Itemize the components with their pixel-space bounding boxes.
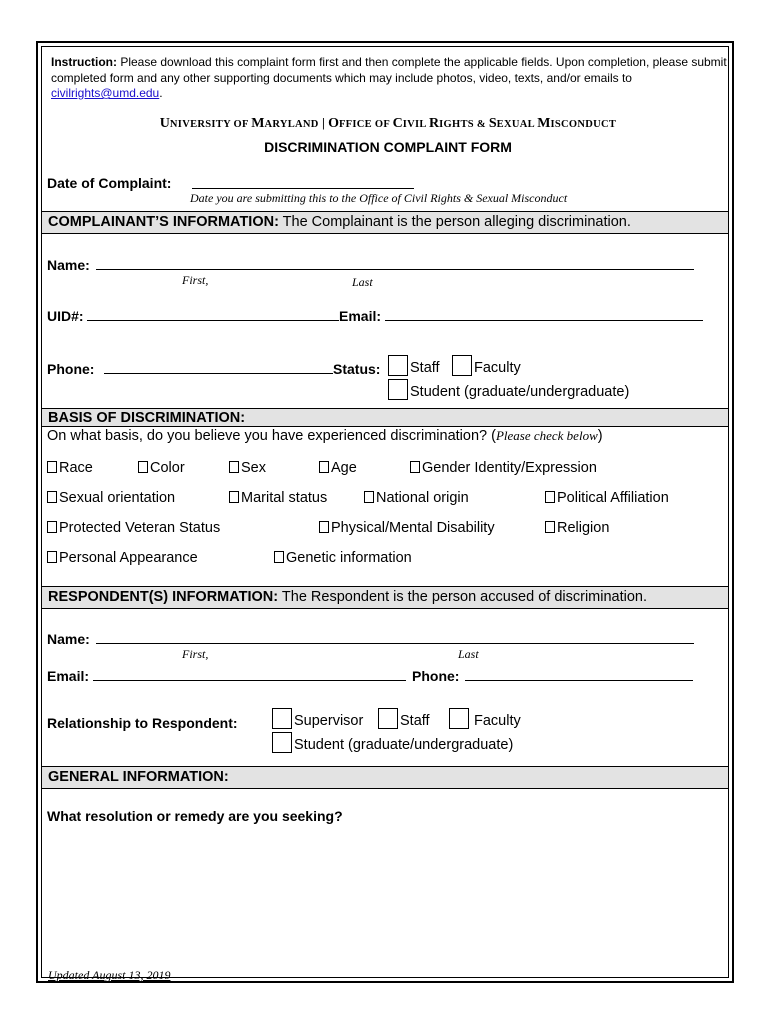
relationship-student-checkbox[interactable] bbox=[272, 732, 292, 753]
relationship-faculty-checkbox[interactable] bbox=[449, 708, 469, 729]
basis-religion-option[interactable]: Religion bbox=[545, 520, 609, 536]
respondent-email-field[interactable] bbox=[93, 680, 406, 681]
basis-question: On what basis, do you believe you have experienced discrimination? (Please check below) bbox=[47, 428, 603, 444]
date-of-complaint-label: Date of Complaint: bbox=[47, 175, 172, 191]
political-affiliation-checkbox[interactable] bbox=[545, 491, 555, 503]
age-checkbox[interactable] bbox=[319, 461, 329, 473]
resolution-question: What resolution or remedy are you seeking? bbox=[47, 808, 343, 824]
basis-genetic-information-option[interactable]: Genetic information bbox=[274, 550, 412, 566]
relationship-faculty-label: Faculty bbox=[474, 713, 521, 729]
basis-disability-option[interactable]: Physical/Mental Disability bbox=[319, 520, 495, 536]
religion-checkbox[interactable] bbox=[545, 521, 555, 533]
basis-political-affiliation-option[interactable]: Political Affiliation bbox=[545, 490, 669, 506]
uid-label: UID#: bbox=[47, 308, 84, 324]
complainant-name-field[interactable] bbox=[96, 269, 694, 270]
genetic-information-checkbox[interactable] bbox=[274, 551, 284, 563]
respondent-heading-desc: The Respondent is the person accused of discrimination. bbox=[278, 589, 648, 605]
uid-field[interactable] bbox=[87, 320, 339, 321]
university-office-header: UNIVERSITY OF MARYLAND | OFFICE OF CIVIL RIGHTS & SEXUAL MISCONDUCT bbox=[159, 115, 617, 131]
basis-protected-veteran-option[interactable]: Protected Veteran Status bbox=[47, 520, 220, 536]
race-checkbox[interactable] bbox=[47, 461, 57, 473]
general-heading: GENERAL INFORMATION: bbox=[48, 769, 229, 785]
basis-question-note: Please check below bbox=[495, 428, 598, 443]
relationship-student-label: Student (graduate/undergraduate) bbox=[294, 737, 514, 753]
basis-color-option[interactable]: Color bbox=[138, 460, 185, 476]
instruction-text bbox=[51, 55, 731, 102]
complainant-first-note: First, bbox=[182, 273, 209, 287]
relationship-supervisor-label: Supervisor bbox=[294, 713, 364, 729]
complainant-section-header bbox=[42, 211, 728, 234]
complainant-phone-label: Phone: bbox=[47, 361, 95, 377]
relationship-supervisor-checkbox[interactable] bbox=[272, 708, 292, 729]
instruction-label: Instruction: bbox=[51, 55, 117, 69]
sex-checkbox[interactable] bbox=[229, 461, 239, 473]
relationship-label: Relationship to Respondent: bbox=[47, 715, 238, 731]
respondent-name-label: Name: bbox=[47, 631, 90, 647]
basis-age-option[interactable]: Age bbox=[319, 460, 357, 476]
form-title: DISCRIMINATION COMPLAINT FORM bbox=[264, 139, 512, 155]
marital-status-checkbox[interactable] bbox=[229, 491, 239, 503]
complainant-email-field[interactable] bbox=[385, 320, 703, 321]
complainant-last-note: Last bbox=[352, 275, 373, 289]
complainant-email-label: Email: bbox=[339, 308, 382, 324]
sexual-orientation-checkbox[interactable] bbox=[47, 491, 57, 503]
status-faculty-label: Faculty bbox=[474, 360, 521, 376]
instruction-end: . bbox=[159, 86, 163, 100]
general-section-header bbox=[42, 766, 728, 789]
gender-identity-checkbox[interactable] bbox=[410, 461, 420, 473]
date-of-complaint-note: Date you are submitting this to the Office of Civil Rights & Sexual Misconduct bbox=[190, 191, 568, 205]
disability-checkbox[interactable] bbox=[319, 521, 329, 533]
form-page bbox=[36, 41, 734, 983]
complainant-heading-desc: The Complainant is the person alleging discrimination. bbox=[278, 214, 631, 230]
respondent-section-header bbox=[42, 586, 728, 609]
respondent-first-note: First, bbox=[182, 647, 209, 661]
respondent-phone-label: Phone: bbox=[412, 668, 460, 684]
basis-sexual-orientation-option[interactable]: Sexual orientation bbox=[47, 490, 175, 506]
basis-race-option[interactable]: Race bbox=[47, 460, 93, 476]
basis-marital-status-option[interactable]: Marital status bbox=[229, 490, 327, 506]
relationship-staff-checkbox[interactable] bbox=[378, 708, 398, 729]
protected-veteran-checkbox[interactable] bbox=[47, 521, 57, 533]
basis-gender-identity-option[interactable]: Gender Identity/Expression bbox=[410, 460, 597, 476]
complainant-phone-field[interactable] bbox=[104, 373, 333, 374]
complainant-heading: COMPLAINANT’S INFORMATION: bbox=[48, 214, 279, 230]
basis-sex-option[interactable]: Sex bbox=[229, 460, 266, 476]
civilrights-email-link[interactable]: civilrights@umd.edu bbox=[51, 86, 160, 100]
instruction-body: Please download this complaint form first and then complete the applicable fields. Upon completion, please submit completed form and any other supporting documents which may include photos, video, texts, and/or emails to bbox=[51, 55, 727, 85]
respondent-email-label: Email: bbox=[47, 668, 90, 684]
relationship-staff-label: Staff bbox=[400, 713, 430, 729]
date-of-complaint-field[interactable] bbox=[192, 188, 414, 189]
basis-section-header bbox=[42, 408, 728, 427]
status-student-checkbox[interactable] bbox=[388, 379, 408, 400]
color-checkbox[interactable] bbox=[138, 461, 148, 473]
basis-national-origin-option[interactable]: National origin bbox=[364, 490, 469, 506]
complainant-name-label: Name: bbox=[47, 257, 90, 273]
form-inner-border bbox=[41, 46, 729, 982]
status-student-label: Student (graduate/undergraduate) bbox=[410, 384, 630, 400]
respondent-name-field[interactable] bbox=[96, 643, 694, 644]
updated-date-footer: Updated August 13, 2019 bbox=[48, 968, 171, 982]
basis-personal-appearance-option[interactable]: Personal Appearance bbox=[47, 550, 198, 566]
respondent-last-note: Last bbox=[458, 647, 479, 661]
respondent-heading: RESPONDENT(S) INFORMATION: bbox=[48, 589, 279, 605]
personal-appearance-checkbox[interactable] bbox=[47, 551, 57, 563]
status-staff-label: Staff bbox=[410, 360, 440, 376]
status-faculty-checkbox[interactable] bbox=[452, 355, 472, 376]
respondent-phone-field[interactable] bbox=[465, 680, 693, 681]
basis-heading: BASIS OF DISCRIMINATION: bbox=[48, 410, 246, 426]
status-staff-checkbox[interactable] bbox=[388, 355, 408, 376]
national-origin-checkbox[interactable] bbox=[364, 491, 374, 503]
resolution-answer-area[interactable] bbox=[47, 831, 727, 961]
status-label: Status: bbox=[333, 361, 381, 377]
